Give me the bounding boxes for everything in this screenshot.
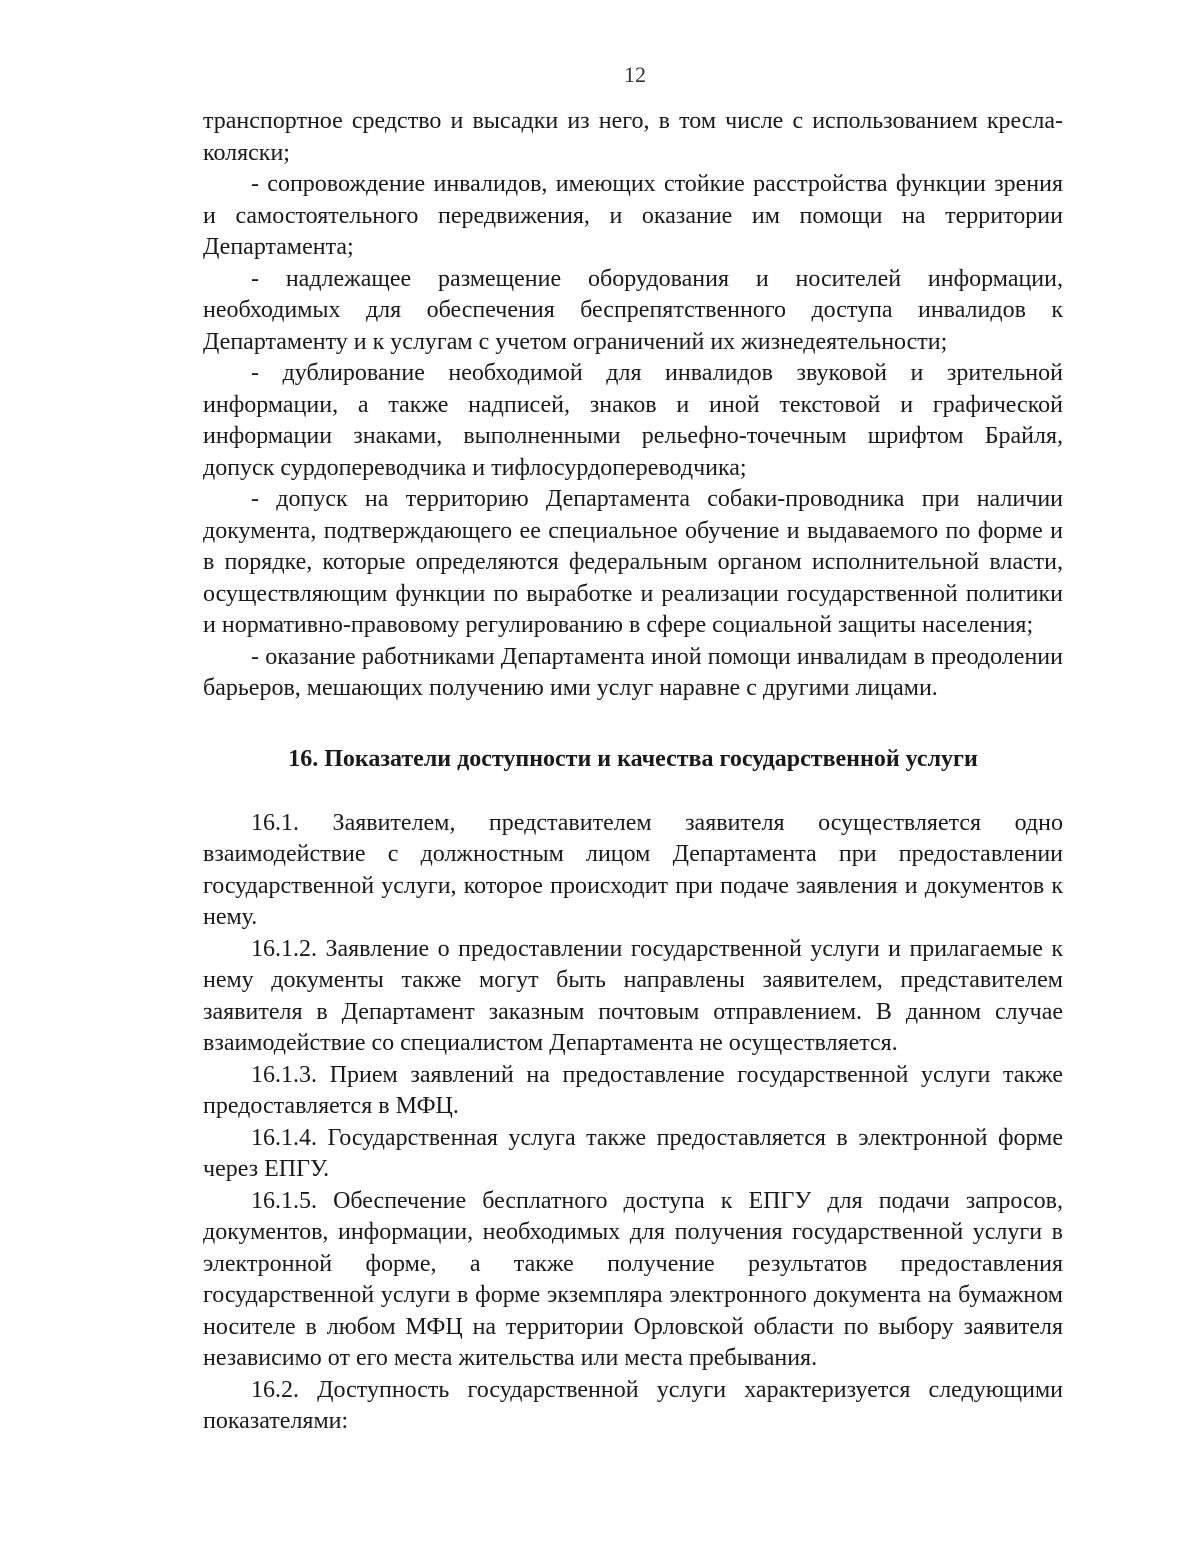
paragraph: - сопровождение инвалидов, имеющих стойкие расстройства функции зрения и самостоятельного передвижения, и оказание им помощи на территории Департамента; xyxy=(203,171,1063,260)
document-body xyxy=(203,106,1063,1438)
paragraphs-top xyxy=(203,106,1063,705)
paragraph: транспортное средство и высадки из него, в том числе с использованием кресла-коляски; xyxy=(203,108,1063,166)
section-heading: 16. Показатели доступности и качества государственной услуги xyxy=(288,745,978,772)
paragraph: 16.1.2. Заявление о предоставлении государственной услуги и прилагаемые к нему документы также могут быть направлены заявителем, представителем заявителя в Департамент заказным почтовым отправлением. В данном случае взаимодействие со специалистом Департамента не осуществляется. xyxy=(203,935,1063,1056)
page-number: 12 xyxy=(624,62,646,87)
paragraph: - допуск на территорию Департамента собаки-проводника при наличии документа, подтверждающего ее специальное обучение и выдаваемого по форме и в порядке, которые определяются федеральным органом исполнительной власти, осуществляющим функции по выработке и реализации государственной политики и нормативно-правовому регулированию в сфере социальной защиты населения; xyxy=(203,486,1063,638)
paragraphs-bottom xyxy=(203,808,1063,1438)
paragraph: 16.2. Доступность государственной услуги характеризуется следующими показателями: xyxy=(203,1376,1063,1434)
paragraph: - надлежащее размещение оборудования и носителей информации, необходимых для обеспечения беспрепятственного доступа инвалидов к Департаменту и к услугам с учетом ограничений их жизнедеятельности; xyxy=(203,265,1063,355)
paragraph: 16.1.3. Прием заявлений на предоставление государственной услуги также предоставляется в МФЦ. xyxy=(203,1061,1063,1119)
paragraph: - дублирование необходимой для инвалидов звуковой и зрительной информации, а также надписей, знаков и иной текстовой и графической информации знаками, выполненными рельефно-точечным шрифтом Брайля, допуск сурдопереводчика и тифлосурдопереводчика; xyxy=(203,360,1063,481)
paragraph: - оказание работниками Департамента иной помощи инвалидам в преодолении барьеров, мешающих получению ими услуг наравне с другими лицами. xyxy=(203,643,1063,701)
paragraph: 16.1.5. Обеспечение бесплатного доступа к ЕПГУ для подачи запросов, документов, информации, необходимых для получения государственной услуги в электронной форме, а также получение результатов предоставления государственной услуги в форме экземпляра электронного документа на бумажном носителе в любом МФЦ на территории Орловской области по выбору заявителя независимо от его места жительства или места пребывания. xyxy=(203,1187,1063,1371)
paragraph: 16.1. Заявителем, представителем заявителя осуществляется одно взаимодействие с должностным лицом Департамента при предоставлении государственной услуги, которое происходит при подаче заявления и документов к нему. xyxy=(203,809,1063,930)
paragraph: 16.1.4. Государственная услуга также предоставляется в электронной форме через ЕПГУ. xyxy=(203,1124,1063,1182)
